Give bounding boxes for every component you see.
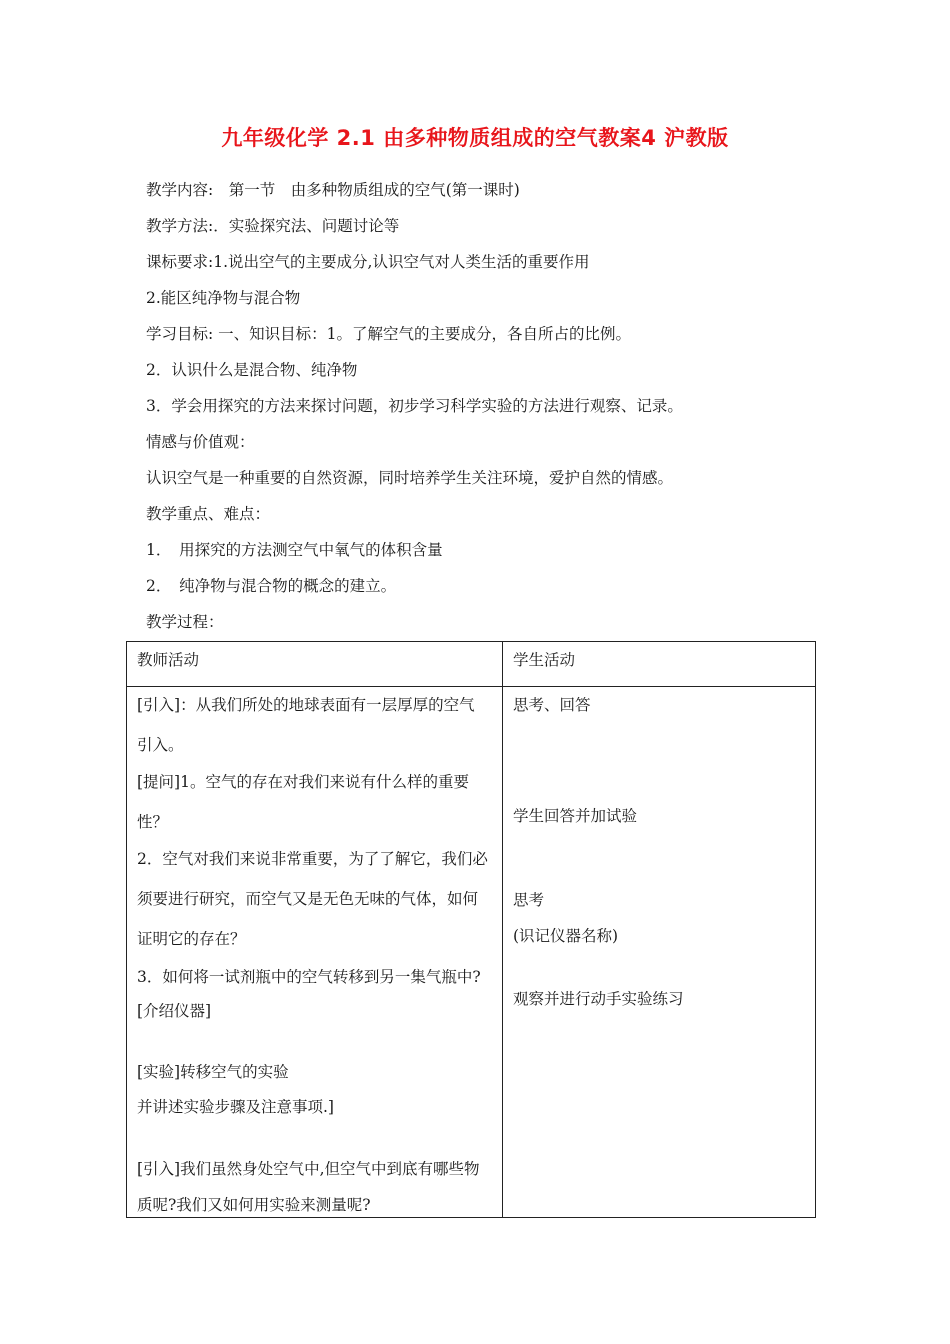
key-point-1: 1． 用探究的方法测空气中氧气的体积含量 bbox=[146, 541, 443, 559]
emotion-values-text: 认识空气是一种重要的自然资源，同时培养学生关注环境，爱护自然的情感。 bbox=[146, 469, 674, 487]
teacher-line: 并讲述实验步骤及注意事项.] bbox=[137, 1098, 334, 1116]
student-activity-cell bbox=[503, 687, 816, 1218]
teacher-line: [实验]转移空气的实验 bbox=[137, 1063, 289, 1081]
teacher-line: [提问]1。空气的存在对我们来说有什么样的重要 bbox=[137, 773, 469, 791]
key-points-heading: 教学重点、难点： bbox=[146, 505, 271, 523]
teaching-process-heading: 教学过程： bbox=[146, 613, 224, 631]
teacher-line: [介绍仪器] bbox=[137, 1002, 212, 1020]
student-line: 思考 bbox=[513, 891, 545, 909]
header-teacher-activity: 教师活动 bbox=[127, 642, 503, 687]
teacher-line: [引入]我们虽然身处空气中,但空气中到底有哪些物 bbox=[137, 1160, 480, 1178]
curriculum-requirement-2: 2.能区纯净物与混合物 bbox=[146, 289, 301, 307]
teacher-line: 性？ bbox=[137, 813, 169, 831]
teacher-line: [引入]：从我们所处的地球表面有一层厚厚的空气 bbox=[137, 696, 475, 714]
teacher-line: 引入。 bbox=[137, 736, 184, 754]
student-line: 学生回答并加试验 bbox=[513, 807, 638, 825]
student-line: 观察并进行动手实验练习 bbox=[513, 990, 684, 1008]
key-point-2: 2． 纯净物与混合物的概念的建立。 bbox=[146, 577, 397, 595]
student-line: (识记仪器名称) bbox=[513, 927, 619, 945]
teacher-activity-cell bbox=[127, 687, 503, 1218]
teacher-line: 证明它的存在？ bbox=[137, 930, 246, 948]
emotion-values-heading: 情感与价值观： bbox=[146, 433, 255, 451]
teaching-content: 教学内容: 第一节 由多种物质组成的空气(第一课时) bbox=[146, 181, 520, 199]
learning-goal: 学习目标: 一、知识目标：1。了解空气的主要成分，各自所占的比例。 bbox=[146, 325, 632, 343]
curriculum-requirement: 课标要求:1.说出空气的主要成分,认识空气对人类生活的重要作用 bbox=[146, 253, 590, 271]
teaching-method: 教学方法:．实验探究法、问题讨论等 bbox=[146, 217, 400, 235]
teacher-line: 须要进行研究，而空气又是无色无味的气体，如何 bbox=[137, 890, 479, 908]
teacher-line: 3．如何将一试剂瓶中的空气转移到另一集气瓶中? bbox=[137, 968, 481, 986]
header-student-activity: 学生活动 bbox=[503, 642, 816, 687]
learning-goal-3: 3．学会用探究的方法来探讨问题，初步学习科学实验的方法进行观察、记录。 bbox=[146, 397, 683, 415]
student-line: 思考、回答 bbox=[513, 696, 591, 714]
teaching-process-table bbox=[126, 641, 816, 1218]
teacher-line: 2．空气对我们来说非常重要，为了了解它，我们必 bbox=[137, 850, 488, 868]
learning-goal-2: 2．认识什么是混合物、纯净物 bbox=[146, 361, 358, 379]
teacher-line: 质呢?我们又如何用实验来测量呢? bbox=[137, 1196, 371, 1214]
document-title: 九年级化学 2.1 由多种物质组成的空气教案4 沪教版 bbox=[221, 126, 729, 150]
